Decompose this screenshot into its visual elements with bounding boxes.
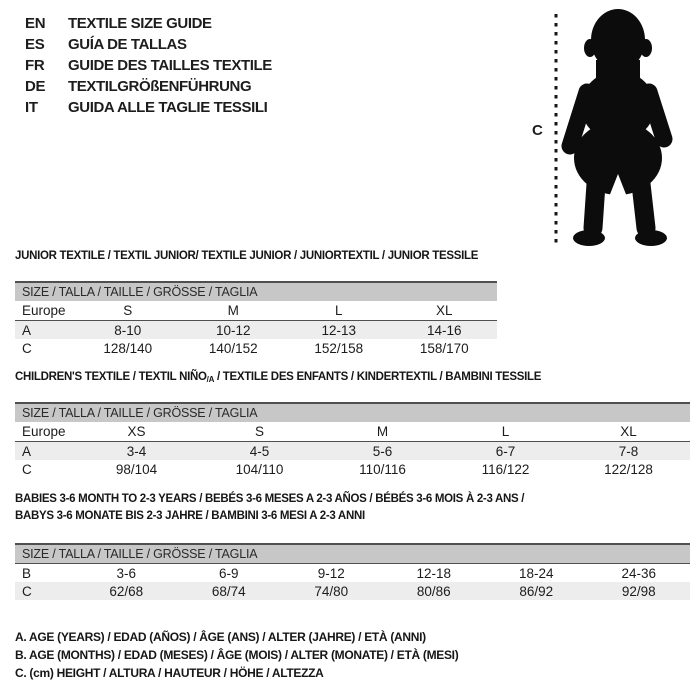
value-cell: 12-18 xyxy=(416,565,452,581)
region-header-cell: Europe xyxy=(15,301,75,321)
value-cell: 7-8 xyxy=(567,442,690,461)
value-cell: 5-6 xyxy=(321,442,444,461)
value-cell: 116/122 xyxy=(481,461,530,477)
value-cell: 98/104 xyxy=(115,461,158,477)
lang-label: GUIDA ALLE TAGLIE TESSILI xyxy=(68,99,268,116)
value-cell: 6-9 xyxy=(218,565,239,581)
lang-code: FR xyxy=(25,57,45,74)
value-cell: 86/92 xyxy=(485,582,588,600)
height-measure-label: C xyxy=(532,122,543,139)
legend-line-b: B. AGE (MONTHS) / EDAD (MESES) / ÂGE (MOIS) / ALTER (MONATE) / ETÀ (MESI) xyxy=(15,648,459,662)
size-bar-label: SIZE / TALLA / TAILLE / GRÖSSE / TAGLIA xyxy=(15,544,690,564)
value-cell: 3-4 xyxy=(75,442,198,461)
row-label: B xyxy=(22,565,32,581)
row-label: A xyxy=(15,442,75,461)
size-bar-label: SIZE / TALLA / TAILLE / GRÖSSE / TAGLIA xyxy=(15,282,497,301)
value-cell: 128/140 xyxy=(103,340,153,356)
section-heading-children xyxy=(15,371,541,384)
children-size-table xyxy=(15,402,690,478)
value-cell: 110/116 xyxy=(359,461,406,477)
babies-size-table xyxy=(15,543,690,600)
toddler-silhouette xyxy=(570,9,667,246)
lang-row-es xyxy=(25,34,272,55)
row-label: C xyxy=(22,340,32,356)
size-header-cell: XL xyxy=(567,422,690,442)
table-row-height xyxy=(15,582,690,600)
legend xyxy=(15,628,458,682)
section-heading-babies xyxy=(15,491,524,525)
lang-code: EN xyxy=(25,15,46,32)
value-cell: 74/80 xyxy=(280,582,383,600)
region-header-cell: Europe xyxy=(15,422,75,442)
lang-row-it xyxy=(25,97,272,118)
value-cell: 122/128 xyxy=(604,461,653,477)
size-bar-row xyxy=(15,544,690,564)
value-cell: 10-12 xyxy=(181,321,287,340)
row-label: A xyxy=(15,321,75,340)
size-header-cell: S xyxy=(75,301,181,321)
value-cell: 9-12 xyxy=(317,565,345,581)
value-cell: 140/152 xyxy=(208,340,258,356)
lang-code: IT xyxy=(25,99,38,116)
lang-label: TEXTILGRÖßENFÜHRUNG xyxy=(68,78,252,95)
table-row-height xyxy=(15,460,690,478)
junior-size-table xyxy=(15,281,497,357)
value-cell: 92/98 xyxy=(588,582,691,600)
heading-text: CHILDREN'S TEXTILE / TEXTIL NIÑO xyxy=(15,371,207,383)
heading-text: / TEXTILE DES ENFANTS / KINDERTEXTIL / BAMBINI TESSILE xyxy=(214,371,542,383)
heading-line-2: BABYS 3-6 MONATE BIS 2-3 JAHRE / BAMBINI 3-6 MESI A 2-3 ANNI xyxy=(15,510,365,522)
legend-line-a: A. AGE (YEARS) / EDAD (AÑOS) / ÂGE (ANS) / ALTER (JAHRE) / ETÀ (ANNI) xyxy=(15,630,426,644)
row-label: C xyxy=(15,582,75,600)
toddler-silhouette-svg xyxy=(520,0,700,250)
heading-subscript: /A xyxy=(206,375,215,384)
value-cell: 104/110 xyxy=(235,461,284,477)
size-header-cell: M xyxy=(321,422,444,442)
lang-code: ES xyxy=(25,36,45,53)
size-figure xyxy=(520,0,700,250)
table-row-age xyxy=(15,442,690,461)
value-cell: 18-24 xyxy=(518,565,554,581)
language-list xyxy=(25,13,272,118)
size-bar-row xyxy=(15,282,497,301)
size-bar-label: SIZE / TALLA / TAILLE / GRÖSSE / TAGLIA xyxy=(15,403,690,422)
value-cell: 6-7 xyxy=(444,442,567,461)
section-heading-junior: JUNIOR TEXTILE / TEXTIL JUNIOR/ TEXTILE JUNIOR / JUNIORTEXTIL / JUNIOR TESSILE xyxy=(15,250,479,262)
lang-row-fr xyxy=(25,55,272,76)
lang-row-en xyxy=(25,13,272,34)
column-header-row xyxy=(15,422,690,442)
lang-code: DE xyxy=(25,78,46,95)
lang-row-de xyxy=(25,76,272,97)
size-header-cell: XS xyxy=(75,422,198,442)
value-cell: 68/74 xyxy=(178,582,281,600)
size-bar-row xyxy=(15,403,690,422)
value-cell: 62/68 xyxy=(75,582,178,600)
value-cell: 8-10 xyxy=(75,321,181,340)
value-cell: 14-16 xyxy=(392,321,498,340)
size-header-cell: S xyxy=(198,422,321,442)
value-cell: 12-13 xyxy=(286,321,392,340)
table-row-height xyxy=(15,339,497,357)
legend-line-c: C. (cm) HEIGHT / ALTURA / HAUTEUR / HÖHE / ALTEZZA xyxy=(15,666,324,680)
lang-label: TEXTILE SIZE GUIDE xyxy=(68,15,212,32)
table-row-months xyxy=(15,564,690,583)
value-cell: 80/86 xyxy=(383,582,486,600)
lang-label: GUÍA DE TALLAS xyxy=(68,36,187,53)
heading-line-1: BABIES 3-6 MONTH TO 2-3 YEARS / BEBÉS 3-6 MESES A 2-3 AÑOS / BÉBÉS 3-6 MOIS À 2-3 ANS / xyxy=(15,493,525,505)
value-cell: 4-5 xyxy=(198,442,321,461)
row-label: C xyxy=(22,461,32,477)
value-cell: 158/170 xyxy=(419,340,469,356)
column-header-row xyxy=(15,301,497,321)
size-header-cell: M xyxy=(181,301,287,321)
lang-label: GUIDE DES TAILLES TEXTILE xyxy=(68,57,272,74)
size-header-cell: XL xyxy=(392,301,498,321)
size-header-cell: L xyxy=(444,422,567,442)
size-header-cell: L xyxy=(286,301,392,321)
value-cell: 24-36 xyxy=(621,565,657,581)
table-row-age xyxy=(15,321,497,340)
value-cell: 3-6 xyxy=(116,565,136,581)
value-cell: 152/158 xyxy=(314,340,364,356)
